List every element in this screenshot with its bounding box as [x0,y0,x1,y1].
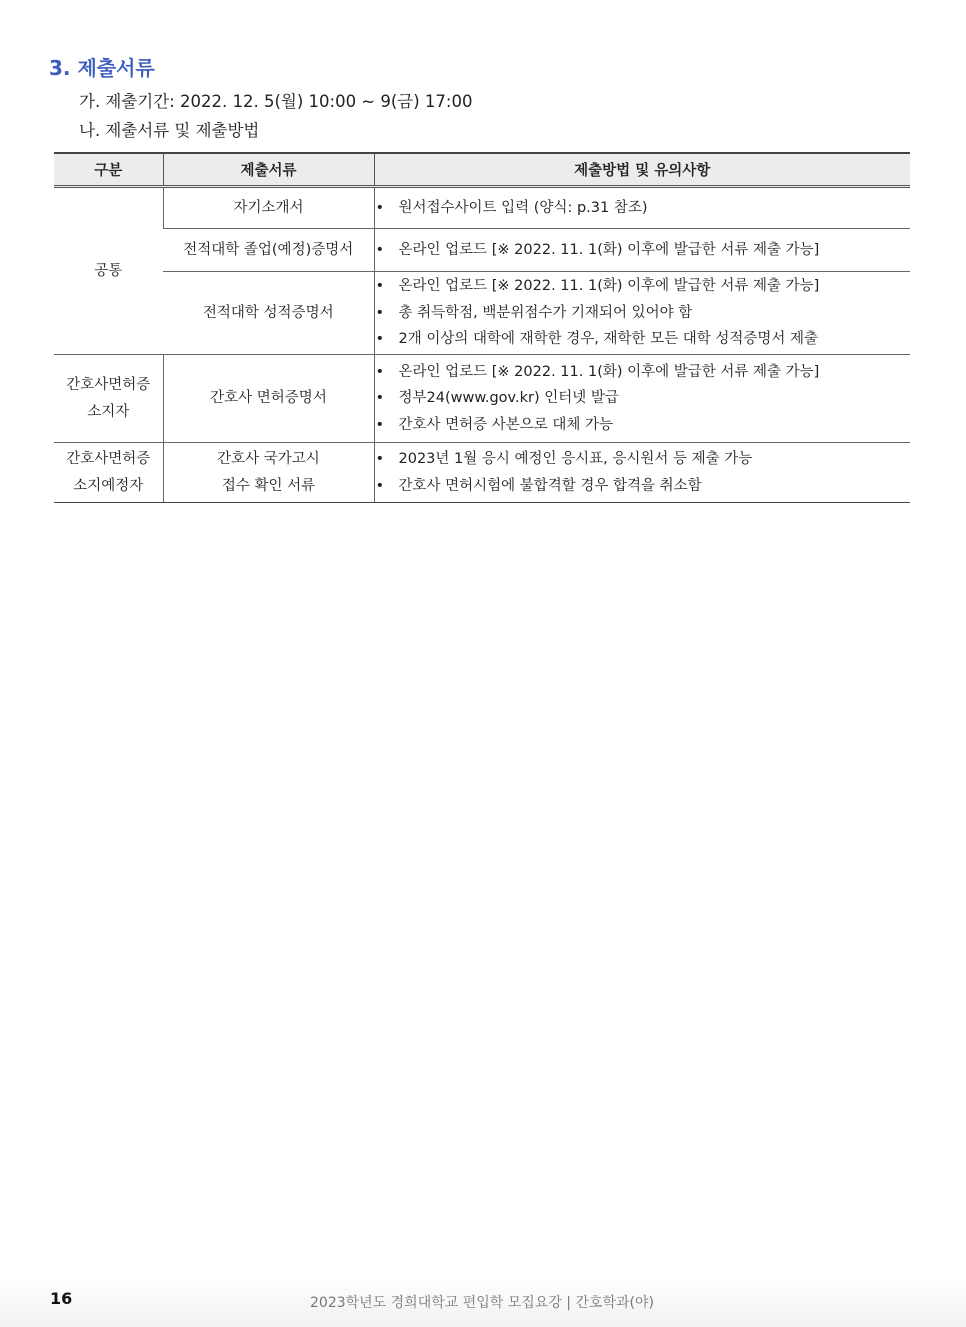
header-document: 제출서류 [163,153,374,187]
note-item: • 원서접수사이트 입력 (양식: p.31 참조) [375,195,911,222]
notes-cell [374,229,910,272]
table-row [54,443,910,503]
category-license-holder [54,355,163,443]
document-line: 간호사 국가고시 [217,450,320,467]
note-item: • 간호사 면허시험에 불합격할 경우 합격을 취소함 [375,473,911,500]
submission-period: 가. 제출기간: 2022. 12. 5(월) 10:00 ~ 9(금) 17:00 [79,92,473,111]
category-license-expected [54,443,163,503]
section-title: 3. 제출서류 [49,56,155,80]
page-number: 16 [50,1289,73,1308]
table-row [54,229,910,272]
note-item: • 정부24(www.gov.kr) 인터넷 발급 [375,385,911,412]
document-line: 접수 확인 서류 [221,477,316,494]
category-line: 소지예정자 [73,477,144,494]
note-item: • 간호사 면허증 사본으로 대체 가능 [375,412,911,439]
table-header-row [54,153,910,187]
category-line: 간호사면허증 [66,376,151,393]
table-row [54,187,910,229]
header-category: 구분 [54,153,163,187]
header-method: 제출방법 및 유의사항 [374,153,910,187]
table-row [54,272,910,355]
document-cell: 간호사 면허증명서 [163,355,374,443]
footer-text: 2023학년도 경희대학교 편입학 모집요강 | 간호학과(야) [310,1295,654,1311]
category-line: 간호사면허증 [66,450,151,467]
document-cell: 전적대학 졸업(예정)증명서 [163,229,374,272]
notes-cell [374,443,910,503]
document-cell: 자기소개서 [163,187,374,229]
note-item: • 온라인 업로드 [※ 2022. 11. 1(화) 이후에 발급한 서류 제출 가능] [375,237,911,264]
note-item: • 2023년 1월 응시 예정인 응시표, 응시원서 등 제출 가능 [375,446,911,473]
notes-cell [374,272,910,355]
category-common: 공통 [54,187,163,355]
note-item: • 온라인 업로드 [※ 2022. 11. 1(화) 이후에 발급한 서류 제출 가능] [375,273,911,300]
document-cell [163,443,374,503]
table-row [54,355,910,443]
note-item: • 온라인 업로드 [※ 2022. 11. 1(화) 이후에 발급한 서류 제출 가능] [375,359,911,386]
category-line: 소지자 [87,403,130,420]
documents-table [54,152,910,503]
submission-docs-heading: 나. 제출서류 및 제출방법 [79,121,260,140]
notes-cell [374,355,910,443]
document-cell: 전적대학 성적증명서 [163,272,374,355]
note-item: • 총 취득학점, 백분위점수가 기재되어 있어야 함 [375,300,911,327]
note-item: • 2개 이상의 대학에 재학한 경우, 재학한 모든 대학 성적증명서 제출 [375,326,911,353]
notes-cell [374,187,910,229]
